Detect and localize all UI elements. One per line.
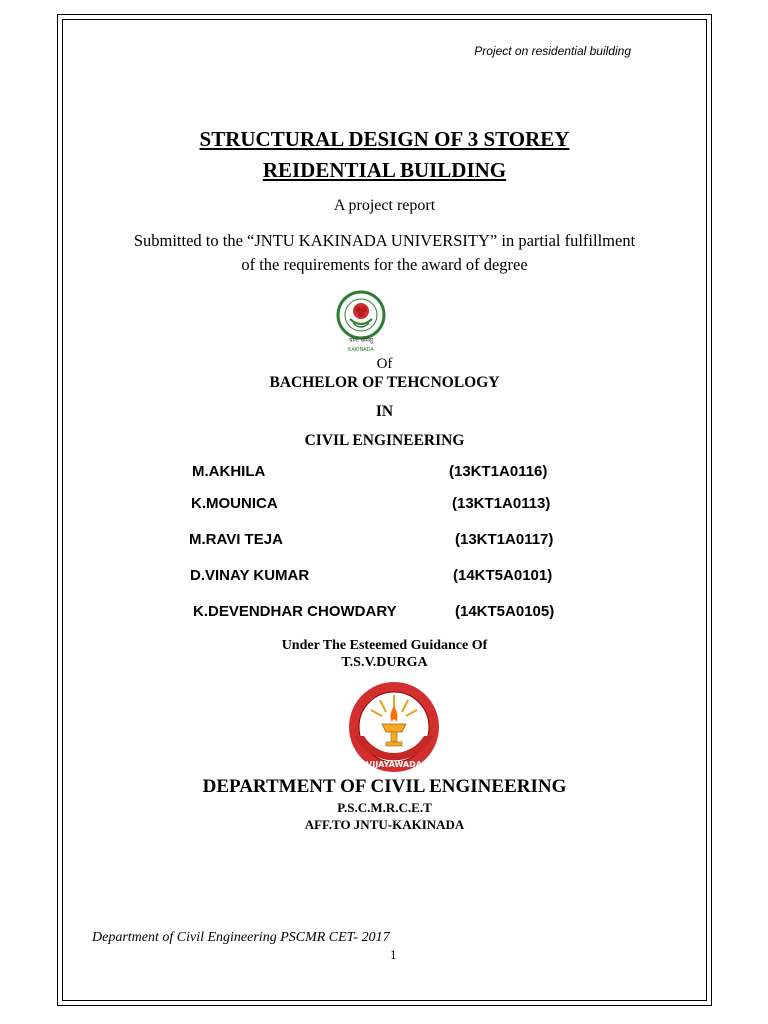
- title-line-1: STRUCTURAL DESIGN OF 3 STOREY: [199, 127, 570, 151]
- student-name: K.MOUNICA: [191, 495, 278, 512]
- department-name: DEPARTMENT OF CIVIL ENGINEERING: [202, 776, 567, 797]
- jntu-logo: [335, 289, 387, 355]
- degree-of: Of: [376, 356, 393, 372]
- logo-place: KAKINADA: [348, 347, 374, 353]
- degree-branch: CIVIL ENGINEERING: [304, 432, 465, 449]
- student-name: D.VINAY KUMAR: [190, 567, 310, 584]
- college-affiliation: AFF.TO JNTU-KAKINADA: [304, 817, 465, 832]
- guidance: [62, 637, 707, 671]
- student-roll: (13KT1A0117): [455, 531, 554, 548]
- college-name: P.S.C.M.R.C.E.T: [337, 800, 432, 815]
- student-name: M.RAVI TEJA: [189, 531, 283, 548]
- subtitle: A project report: [333, 197, 436, 214]
- submission-line-1: Submitted to the “JNTU KAKINADA UNIVERSITY” in partial fulfillment: [133, 231, 636, 250]
- submission-statement: [62, 229, 707, 277]
- student-name: M.AKHILA: [192, 463, 266, 480]
- header-note: Project on residential building: [474, 44, 631, 58]
- student-roll: (14KT5A0105): [455, 603, 555, 620]
- student-name: K.DEVENDHAR CHOWDARY: [193, 603, 397, 620]
- student-roll: (13KT1A0113): [452, 495, 551, 512]
- logo-place-text: VIJAYAWADA: [366, 760, 422, 769]
- logo-motto: योगः कर्मसु: [349, 337, 373, 344]
- degree-name: BACHELOR OF TEHCNOLOGY: [269, 374, 500, 391]
- guidance-label: Under The Esteemed Guidance Of: [281, 638, 488, 653]
- footer: Department of Civil Engineering PSCMR CET- 2017: [92, 930, 390, 945]
- degree-in: IN: [375, 403, 394, 420]
- college-logo: [346, 680, 442, 774]
- student-roll: (13KT1A0116): [449, 463, 548, 480]
- page-number: 1: [390, 947, 397, 962]
- student-roll: (14KT5A0101): [453, 567, 553, 584]
- submission-line-2: of the requirements for the award of degree: [241, 255, 528, 274]
- title-line-2: REIDENTIAL BUILDING: [262, 158, 507, 182]
- page-title: [62, 124, 707, 186]
- guide-name: T.S.V.DURGA: [341, 655, 428, 670]
